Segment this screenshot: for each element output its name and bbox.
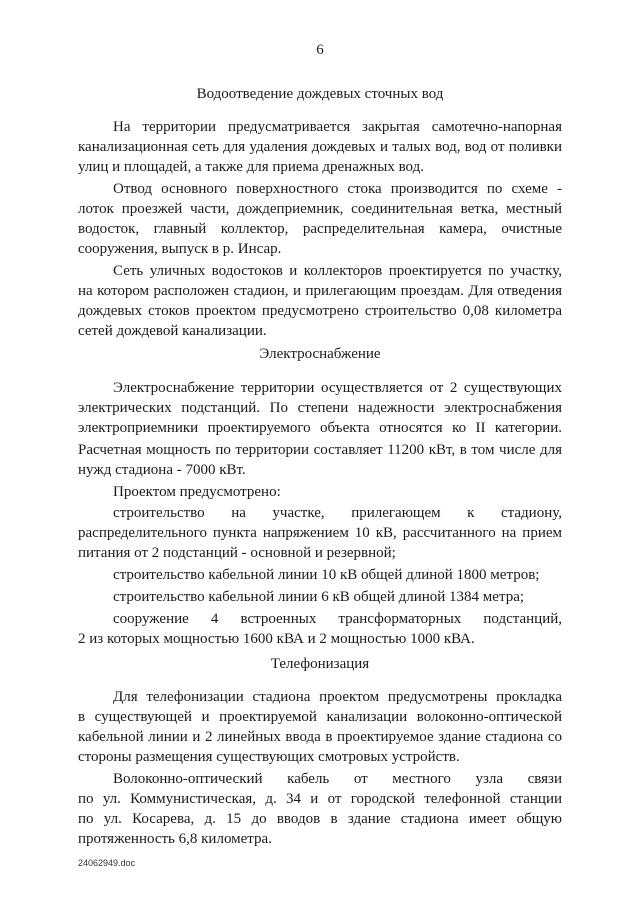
page-number: 6	[316, 42, 324, 58]
text-line: в существующей и проектируемой канализации волоконно-оптической	[78, 709, 562, 725]
text-line: по ул. Коммунистическая, д. 34 и от городской телефонной станции	[78, 791, 562, 807]
file-name-footer: 24062949.doc	[78, 858, 136, 868]
text-line: электрических подстанций. По степени надежности электроснабжения	[78, 400, 562, 416]
text-line: кабельной линии и 2 линейных ввода в проектируемое здание стадиона со	[78, 729, 562, 745]
section-heading-drainage: Водоотведение дождевых сточных вод	[196, 86, 444, 102]
text-line: 2 из которых мощностью 1600 кВА и 2 мощностью 1000 кВА.	[78, 631, 475, 647]
text-line: улиц и площадей, а также для приема дренажных вод.	[78, 159, 425, 175]
text-line: стороны размещения существующих смотровых устройств.	[78, 749, 460, 765]
text-line: канализационная сеть для удаления дождевых и талых вод, вод от поливки	[78, 139, 562, 155]
section-heading-telephony: Телефонизация	[270, 656, 370, 672]
text-line: Отвод основного поверхностного стока производится по схеме -	[113, 181, 562, 197]
text-line: нужд стадиона - 7000 кВт.	[78, 462, 246, 478]
text-line: по ул. Косарева, д. 15 до вводов в здание стадиона имеет общую	[78, 811, 562, 827]
text-line: Сеть уличных водостоков и коллекторов проектируется по участку,	[113, 263, 562, 279]
text-line: строительство кабельной линии 10 кВ общей длиной 1800 метров;	[113, 567, 540, 583]
text-line: на котором расположен стадион, и прилегающим проездам. Для отведения	[78, 283, 562, 299]
text-line: водосток, главный коллектор, распределительная камера, очистные	[78, 221, 562, 237]
text-line: питания от 2 подстанций - основной и резервной;	[78, 545, 396, 561]
text-line: электроприемники проектируемого объекта относятся ко II категории.	[78, 420, 562, 436]
text-line: распределительного пункта напряжением 10 кВ, рассчитанного на прием	[78, 525, 562, 541]
text-line: Для телефонизации стадиона проектом предусмотрены прокладка	[113, 689, 562, 705]
text-line: сооружения, выпуск в р. Инсар.	[78, 241, 282, 257]
text-line: На территории предусматривается закрытая самотечно-напорная	[113, 119, 562, 135]
text-line: Расчетная мощность по территории составляет 11200 кВт, в том числе для	[78, 442, 562, 458]
text-line: Волоконно-оптический кабель от местного узла связи	[113, 771, 562, 787]
text-line: протяженность 6,8 километра.	[78, 831, 272, 847]
text-line: Проектом предусмотрено:	[113, 484, 281, 500]
text-line: дождевых стоков проектом предусмотрено строительство 0,08 километра	[78, 303, 562, 319]
text-line: сетей дождевой канализации.	[78, 323, 267, 339]
text-line: строительство кабельной линии 6 кВ общей длиной 1384 метра;	[113, 589, 525, 605]
text-line: сооружение 4 встроенных трансформаторных подстанций,	[113, 611, 562, 627]
text-line: лоток проезжей части, дождеприемник, соединительная ветка, местный	[78, 201, 562, 217]
text-line: строительство на участке, прилегающем к стадиону,	[113, 505, 562, 521]
text-line: Электроснабжение территории осуществляется от 2 существующих	[113, 380, 562, 396]
section-heading-power: Электроснабжение	[259, 346, 381, 362]
